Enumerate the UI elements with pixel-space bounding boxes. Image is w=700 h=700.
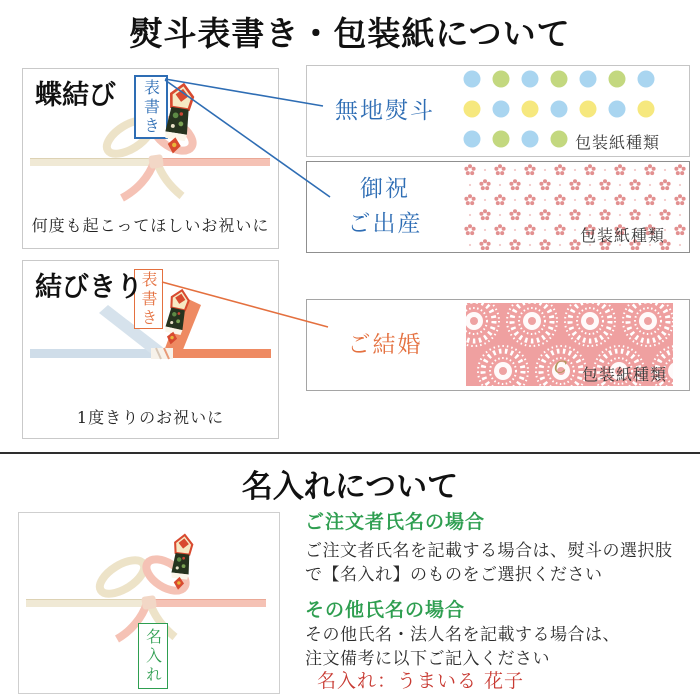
knot-type-title: 結びきり [35, 272, 143, 303]
paper-row-wedding [306, 299, 690, 391]
naire-body-line: 注文備考に以下ご記入ください [305, 649, 550, 669]
paper-row-label: ご結婚 [347, 331, 423, 358]
knot-card-musubikiri [22, 260, 279, 439]
page-title: 熨斗表書き・包装紙について [129, 14, 571, 53]
knot-caption: 何度も起こってほしいお祝いに [31, 216, 270, 235]
paper-type-note: 包装紙種類 [580, 226, 666, 245]
knot-caption: 1度きりのお祝いに [76, 408, 225, 427]
knot-type-title: 蝶結び [35, 80, 116, 111]
naire-heading-orderer: ご注文者氏名の場合 [305, 511, 486, 533]
omotegaki-tag-label: 表書き [141, 78, 161, 136]
naire-tag-label: 名入れ [143, 627, 163, 685]
paper-row-label: 御祝 ご出産 [347, 176, 423, 237]
knot-card-butterfly [22, 68, 279, 249]
paper-type-note: 包装紙種類 [582, 365, 668, 384]
gold-monogram-icon: C [554, 358, 568, 378]
naire-body-line: で【名入れ】のものをご選択ください [305, 565, 603, 585]
naire-heading-other: その他氏名の場合 [305, 599, 466, 621]
omotegaki-tag-label: 表書き [139, 270, 158, 328]
naire-noshi-card [18, 512, 280, 694]
naire-tag [138, 623, 168, 689]
paper-row-plain-noshi [306, 65, 690, 157]
paper-row-label: 無地熨斗 [335, 97, 435, 124]
section-divider [0, 452, 700, 454]
paper-type-note: 包装紙種類 [575, 133, 661, 152]
naire-body-line: その他氏名・法人名を記載する場合は、 [305, 625, 620, 645]
paper-row-celebration [306, 161, 690, 253]
naire-section-title: 名入れについて [241, 469, 459, 505]
naire-example-text: 名入れ：うまいる 花子 [317, 670, 525, 692]
naire-body-line: ご注文者氏名を記載する場合は、熨斗の選択肢 [305, 541, 673, 561]
